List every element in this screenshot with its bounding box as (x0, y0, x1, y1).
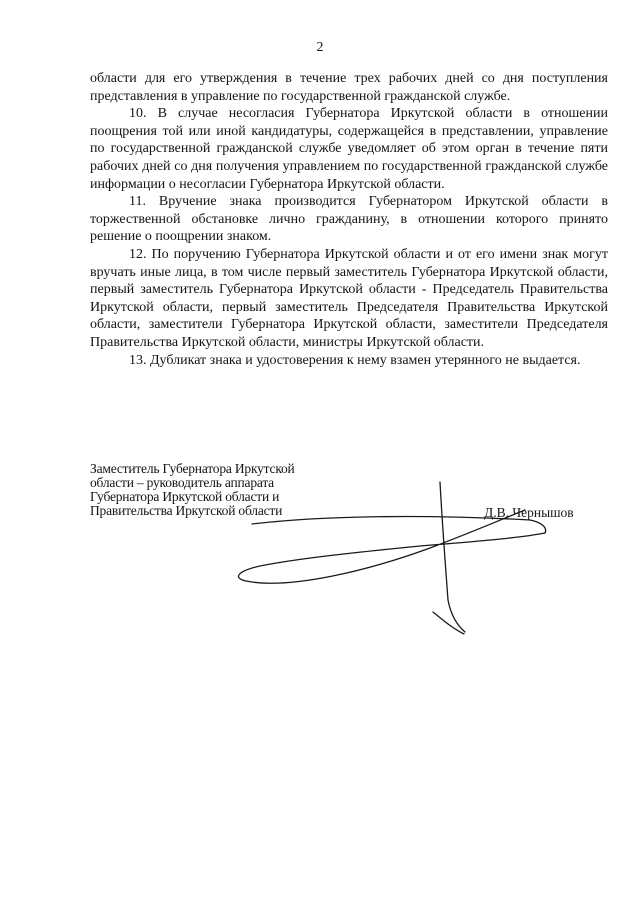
paragraph-11: 11. Вручение знака производится Губернатором Иркутской области в торжественной обстановке лично гражданину, в отношении которого принято решение о поощрении знаком. (90, 194, 608, 245)
document-body (90, 70, 608, 369)
signatory-title-line: Заместитель Губернатора Иркутской (90, 461, 295, 476)
signatory-title (90, 462, 345, 518)
page-number: 2 (316, 40, 324, 55)
signatory-title-line: области – руководитель аппарата (90, 475, 274, 490)
paragraph-12: 12. По поручению Губернатора Иркутской области и от его имени знак могут вручать иные лица, в том числе первый заместитель Губернатора Иркутской области, первый заместитель Губернатора Иркутской области - Председатель Правительства Иркутской области, первый заместитель Председателя Правительства Иркутской области, заместители Губернатора Иркутской области, заместители Председателя Правительства Иркутской области, министры Иркутской области. (90, 246, 608, 350)
signer-name: Д.В. Чернышов (484, 505, 574, 520)
paragraph-continuation: области для его утверждения в течение трех рабочих дней со дня поступления представления в управление по государственной гражданской службе. (90, 71, 608, 104)
paragraph-13: 13. Дубликат знака и удостоверения к нему взамен утерянного не выдается. (129, 352, 581, 368)
signatory-title-line: Правительства Иркутской области (90, 503, 283, 518)
paragraph-10: 10. В случае несогласия Губернатора Иркутской области в отношении поощрения той или иной кандидатуры, содержащейся в представлении, управление по государственной гражданской службе уведомляет об этом орган в течение пяти рабочих дней со дня получения управлением по государственной гражданской службе информации о несогласии Губернатора Иркутской области. (90, 106, 608, 192)
signatory-title-line: Губернатора Иркутской области и (90, 489, 280, 504)
